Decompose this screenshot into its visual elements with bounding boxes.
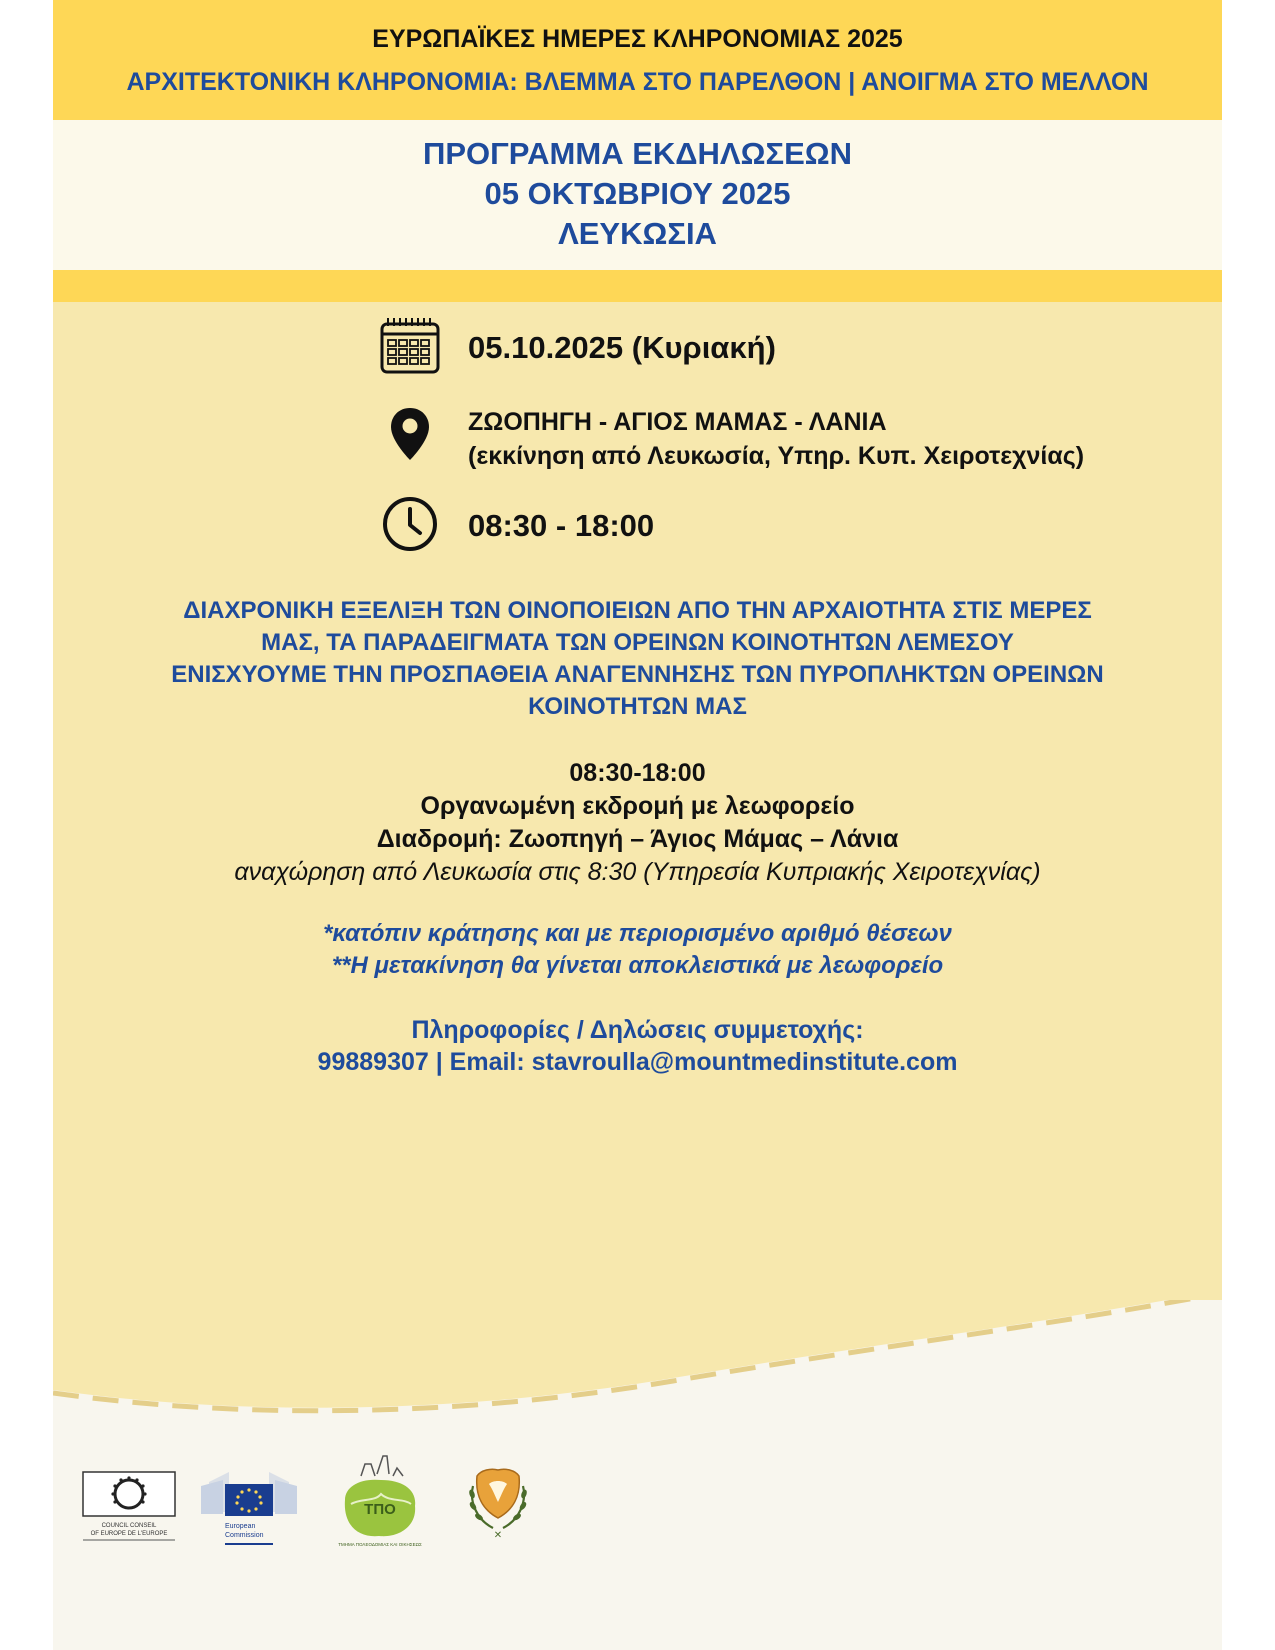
tpo-logo: [331, 1450, 429, 1565]
schedule-time: 08:30-18:00: [569, 759, 706, 787]
contact-block: [53, 1014, 1222, 1078]
divider-band: [53, 270, 1222, 302]
svg-text:✕: ✕: [493, 1530, 503, 1541]
poster: [53, 0, 1222, 1650]
program-heading: [53, 120, 1222, 270]
place-route: ΖΩΟΠΗΓΗ - ΑΓΙΟΣ ΜΑΜΑΣ - ΛΑΝΙΑ: [468, 408, 887, 436]
note-transport: **Η μετακίνηση θα γίνεται αποκλειστικά με λεωφορείο: [331, 952, 944, 979]
program-title: ΠΡΟΓΡΑΜΜΑ ΕΚΔΗΛΩΣΕΩΝ: [422, 136, 852, 171]
headline-line-4: ΚΟΙΝΟΤΗΤΩΝ ΜΑΣ: [528, 693, 747, 720]
svg-text:OF EUROPE DE L'EUROPE: OF EUROPE DE L'EUROPE: [90, 1531, 168, 1537]
headline-line-1: ΔΙΑΧΡΟΝΙΚΗ ΕΞΕΛΙΞΗ ΤΩΝ ΟΙΝΟΠΟΙΕΙΩΝ ΑΠΟ ΤΗΝ ΑΡΧΑΙΟΤΗΤΑ ΣΤΙΣ ΜΕΡΕΣ: [183, 597, 1092, 624]
svg-text:European: European: [225, 1523, 256, 1530]
schedule-block: [53, 757, 1222, 889]
clock-icon: [380, 494, 440, 559]
svg-text:COUNCIL CONSEIL: COUNCIL CONSEIL: [101, 1523, 157, 1529]
headline-line-2: ΜΑΣ, ΤΑ ΠΑΡΑΔΕΙΓΜΑΤΑ ΤΩΝ ΟΡΕΙΝΩΝ ΚΟΙΝΟΤΗΤΩΝ ΛΕΜΕΣΟΥ: [261, 629, 1014, 656]
event-place: [468, 405, 1084, 473]
place-start: (εκκίνηση από Λευκωσία, Υπηρ. Κυπ. Χειροτεχνίας): [468, 442, 1085, 470]
svg-text:ΤΠΟ: ΤΠΟ: [364, 1501, 396, 1518]
contact-label: Πληροφορίες / Δηλώσεις συμμετοχής:: [411, 1016, 864, 1044]
contact-details[interactable]: 99889307 | Email: stavroulla@mountmedinstitute.com: [317, 1048, 958, 1076]
european-commission-logo: [199, 1462, 299, 1557]
schedule-departure: αναχώρηση από Λευκωσία στις 8:30 (Υπηρεσία Κυπριακής Χειροτεχνίας): [234, 858, 1041, 886]
event-headline: [53, 595, 1222, 723]
notes-block: [53, 918, 1222, 982]
header-band: [53, 0, 1222, 120]
svg-text:Commission: Commission: [225, 1532, 264, 1539]
event-time: 08:30 - 18:00: [468, 508, 655, 543]
event-title: ΕΥΡΩΠΑΪΚΕΣ ΗΜΕΡΕΣ ΚΛΗΡΟΝΟΜΙΑΣ 2025: [372, 25, 903, 53]
note-booking: *κατόπιν κράτησης και με περιορισμένο αριθμό θέσεων: [323, 920, 952, 947]
event-subtitle: ΑΡΧΙΤΕΚΤΟΝΙΚΗ ΚΛΗΡΟΝΟΜΙΑ: ΒΛΕΜΜΑ ΣΤΟ ΠΑΡΕΛΘΟΝ | ΑΝΟΙΓΜΑ ΣΤΟ ΜΕΛΛΟΝ: [126, 68, 1149, 96]
event-date: 05.10.2025 (Κυριακή): [468, 330, 776, 365]
schedule-route: Διαδρομή: Ζωοπηγή – Άγιος Μάμας – Λάνια: [376, 825, 899, 853]
program-city: ΛΕΥΚΩΣΙΑ: [558, 216, 717, 251]
svg-text:ΤΜΗΜΑ ΠΟΛΕΟΔΟΜΙΑΣ ΚΑΙ ΟΙΚΗΣΕΩΣ: ΤΜΗΜΑ ΠΟΛΕΟΔΟΜΙΑΣ ΚΑΙ ΟΙΚΗΣΕΩΣ: [338, 1542, 422, 1547]
calendar-icon: [379, 316, 441, 381]
cyprus-coat-of-arms: [463, 1456, 533, 1551]
program-date: 05 ΟΚΤΩΒΡΙΟΥ 2025: [484, 176, 791, 211]
headline-line-3: ΕΝΙΣΧΥΟΥΜΕ ΤΗΝ ΠΡΟΣΠΑΘΕΙΑ ΑΝΑΓΕΝΝΗΣΗΣ ΤΩΝ ΠΥΡΟΠΛΗΚΤΩΝ ΟΡΕΙΝΩΝ: [171, 661, 1104, 688]
council-of-europe-logo: [81, 1470, 177, 1549]
schedule-activity: Οργανωμένη εκδρομή με λεωφορείο: [420, 792, 855, 820]
location-pin-icon: [389, 406, 431, 467]
